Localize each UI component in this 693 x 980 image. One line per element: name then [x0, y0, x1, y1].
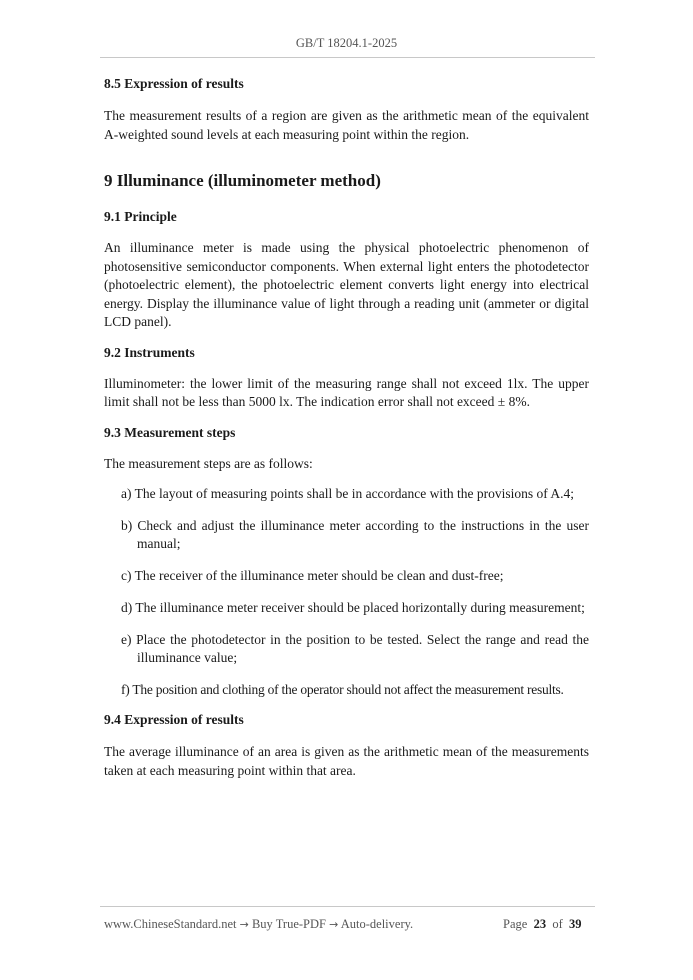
list-item: c) The receiver of the illuminance meter should be clean and dust-free;	[121, 568, 504, 583]
section-9-heading: 9 Illuminance (illuminometer method)	[104, 171, 381, 190]
arrow-right-icon: →	[329, 918, 339, 931]
footer-links	[104, 917, 413, 932]
of-label: of	[552, 917, 563, 931]
section-8-5-heading: 8.5 Expression of results	[104, 76, 244, 91]
section-9-1-text: An illuminance meter is made using the physical photoelectric phenomenon of photosensitive semiconductor components. When external light enters the photodetector (photoelectric element), the photoelectric element converts light energy into electrical energy. Display the illuminance value of light through a reading unit (ammeter or digital LCD panel).	[104, 240, 589, 329]
page-header: GB/T 18204.1-2025	[295, 36, 398, 50]
page-number: 23	[533, 917, 547, 931]
section-9-4-text: The average illuminance of an area is given as the arithmetic mean of the measurements taken at each measuring point within that area.	[104, 744, 589, 778]
section-9-2-heading: 9.2 Instruments	[104, 344, 195, 360]
list-item: f) The position and clothing of the operator should not affect the measurement results.	[121, 682, 564, 697]
section-9-1-heading: 9.1 Principle	[104, 209, 177, 224]
buy-pdf-link[interactable]: Buy True-PDF	[251, 917, 326, 931]
list-item: b) Check and adjust the illuminance meter according to the instructions in the user manual;	[121, 518, 589, 551]
list-item: a) The layout of measuring points shall be in accordance with the provisions of A.4;	[121, 486, 575, 501]
arrow-right-icon: →	[239, 918, 249, 931]
page-counter	[503, 917, 581, 932]
site-link[interactable]: www.ChineseStandard.net	[104, 917, 237, 931]
section-9-3-heading: 9.3 Measurement steps	[104, 424, 236, 440]
page-content	[104, 75, 589, 780]
footer-divider	[100, 906, 595, 907]
auto-delivery-text: Auto-delivery.	[340, 917, 414, 931]
total-pages: 39	[568, 917, 582, 931]
header-divider	[100, 57, 595, 58]
page-label: Page	[503, 917, 528, 931]
section-9-2-text: Illuminometer: the lower limit of the measuring range shall not exceed 1lx. The upper limit shall not be less than 5000 lx. The indication error shall not exceed ± 8%.	[104, 375, 589, 409]
section-8-5-text: The measurement results of a region are given as the arithmetic mean of the equivalent A-weighted sound levels at each measuring point within the region.	[104, 108, 589, 142]
list-item: e) Place the photodetector in the position to be tested. Select the range and read the illuminance value;	[121, 632, 589, 665]
list-item: d) The illuminance meter receiver should be placed horizontally during measurement;	[121, 600, 585, 615]
section-9-4-heading: 9.4 Expression of results	[104, 712, 244, 727]
section-9-3-intro: The measurement steps are as follows:	[104, 455, 313, 471]
